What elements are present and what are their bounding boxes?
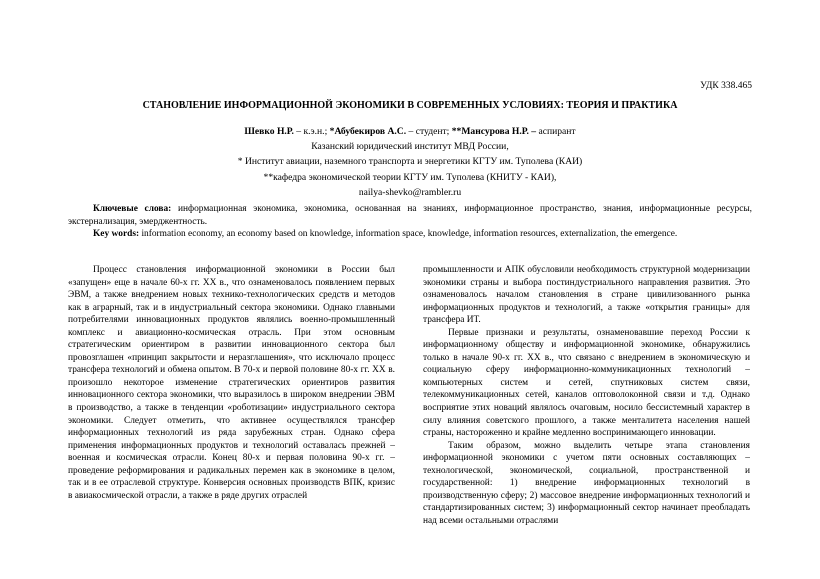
keywords-en-label: Key words: — [93, 229, 140, 240]
udc-code: УДК 338.465 — [700, 81, 752, 91]
keywords-en-text: information economy, an economy based on knowledge, information space, knowledge, information resources, externalization, the emergence. — [139, 229, 678, 240]
author-3-role: аспирант — [536, 126, 576, 137]
body-paragraph: промышленности и АПК обусловили необходимость структурной модернизации экономики страны и выбора постиндустриального направления развития. Это ознаменовалось началом становления в стране цивилизованного рынка информационных продуктов и технологий, а также «открытия границы» для трансфера ИТ. — [423, 265, 750, 326]
author-2-name: *Абубекиров А.С. — [329, 126, 407, 137]
keywords-en — [68, 228, 752, 241]
affiliation-3: **кафедра экономической теории КГТУ им. Туполева (КНИТУ - КАИ), — [263, 171, 557, 183]
author-3-name: **Мансурова Н.Р. – — [451, 126, 537, 137]
keywords-ru-text: информационная экономика, экономика, основанная на знаниях, информационное пространство, знания, информационные ресурсы, экстернализация, эмерджентность. — [68, 204, 752, 227]
affiliation-2: * Институт авиации, наземного транспорта и энергетики КГТУ им. Туполева (КАИ) — [237, 156, 583, 168]
keywords-block — [68, 203, 752, 241]
body-paragraph: Процесс становления информационной экономики в России был «запущен» еще в начале 60-х гг. XX в., что ознаменовалось появлением первых ЭВМ, а также внедрением новых технико-технологических средств и методов как в аграрный, так и в индустриальный сектора экономики. Однако главными потребителями инновационных продуктов являлись военно-промышленный комплекс и авиационно-космическая отрасль. При этом основным стратегическим ориентиром в развитии инновационного сектора был провозглашен «принцип закрытости и неразглашения», что исключало процесс трансфера технологий и обмена опытом. В 70-х и первой половине 80-х гг. XX в. произошло некоторое изменение стратегических ориентиров развития инновационного сектора экономики, что выразилось в широком внедрении ЭВМ в производство, а также в тенденции «роботизации» индустриального сектора экономики. Следует отметить, что активнее осуществлялся трансфер информационных технологий из ряда зарубежных стран. Однако сфера применения информационных продуктов и технологий оставалась прежней – военная и космическая отрасли. Конец 80-х и первая половина 90-х гг. – проведение реформирования и радикальных перемен как в экономике в целом, так и в ее отраслевой структуре. Конверсия основных производств ВПК, кризис в авиакосмической отрасли, а также в ряде других отраслей — [68, 265, 395, 501]
author-1-role: – к.э.н.; — [293, 126, 330, 137]
affiliation-1: Казанский юридический институт МВД России, — [311, 141, 509, 153]
keywords-ru-label: Ключевые слова: — [93, 204, 172, 214]
body-paragraph: Таким образом, можно выделить четыре этапа становления информационной экономики с учетом пяти основных составляющих – технологической, экономической, социальной, пространственной и государственной: 1) внедрение информационных технологий в производственную сферу; 2) массовое внедрение информационных технологий и стандартизированных систем; 3) информационный сектор начинает преобладать над всеми остальными отраслями — [423, 440, 750, 526]
body-column-left — [68, 264, 395, 502]
body-column-right — [423, 264, 750, 527]
author-1-name: Шевко Н.Р. — [244, 126, 294, 137]
body-paragraph: Первые признаки и результаты, ознаменовавшие переход России к информационному обществу и информационной экономике, обнаружились только в начале 90-х гг. XX в., что связано с внедрением в экономическую и социальную сферу информационно-коммуникационных технологий – компьютерных систем и сетей, спутниковых систем связи, телекоммуникационных сетей, каналов оптоволоконной связи и т.д. Однако восприятие этих новаций являлось очаговым, носило бессистемный характер в силу влияния советского прошлого, а также менталитета населения нашей страны, настороженно и крайне медленно воспринимающего инновации. — [423, 327, 750, 439]
authors-block — [68, 124, 752, 200]
article-title: СТАНОВЛЕНИЕ ИНФОРМАЦИОННОЙ ЭКОНОМИКИ В СОВРЕМЕННЫХ УСЛОВИЯХ: ТЕОРИЯ И ПРАКТИКА — [142, 100, 678, 111]
authors-line — [68, 124, 752, 139]
author-2-role: – студент; — [406, 126, 452, 137]
author-email: nailya-shevko@rambler.ru — [358, 186, 462, 198]
keywords-ru — [68, 203, 752, 228]
